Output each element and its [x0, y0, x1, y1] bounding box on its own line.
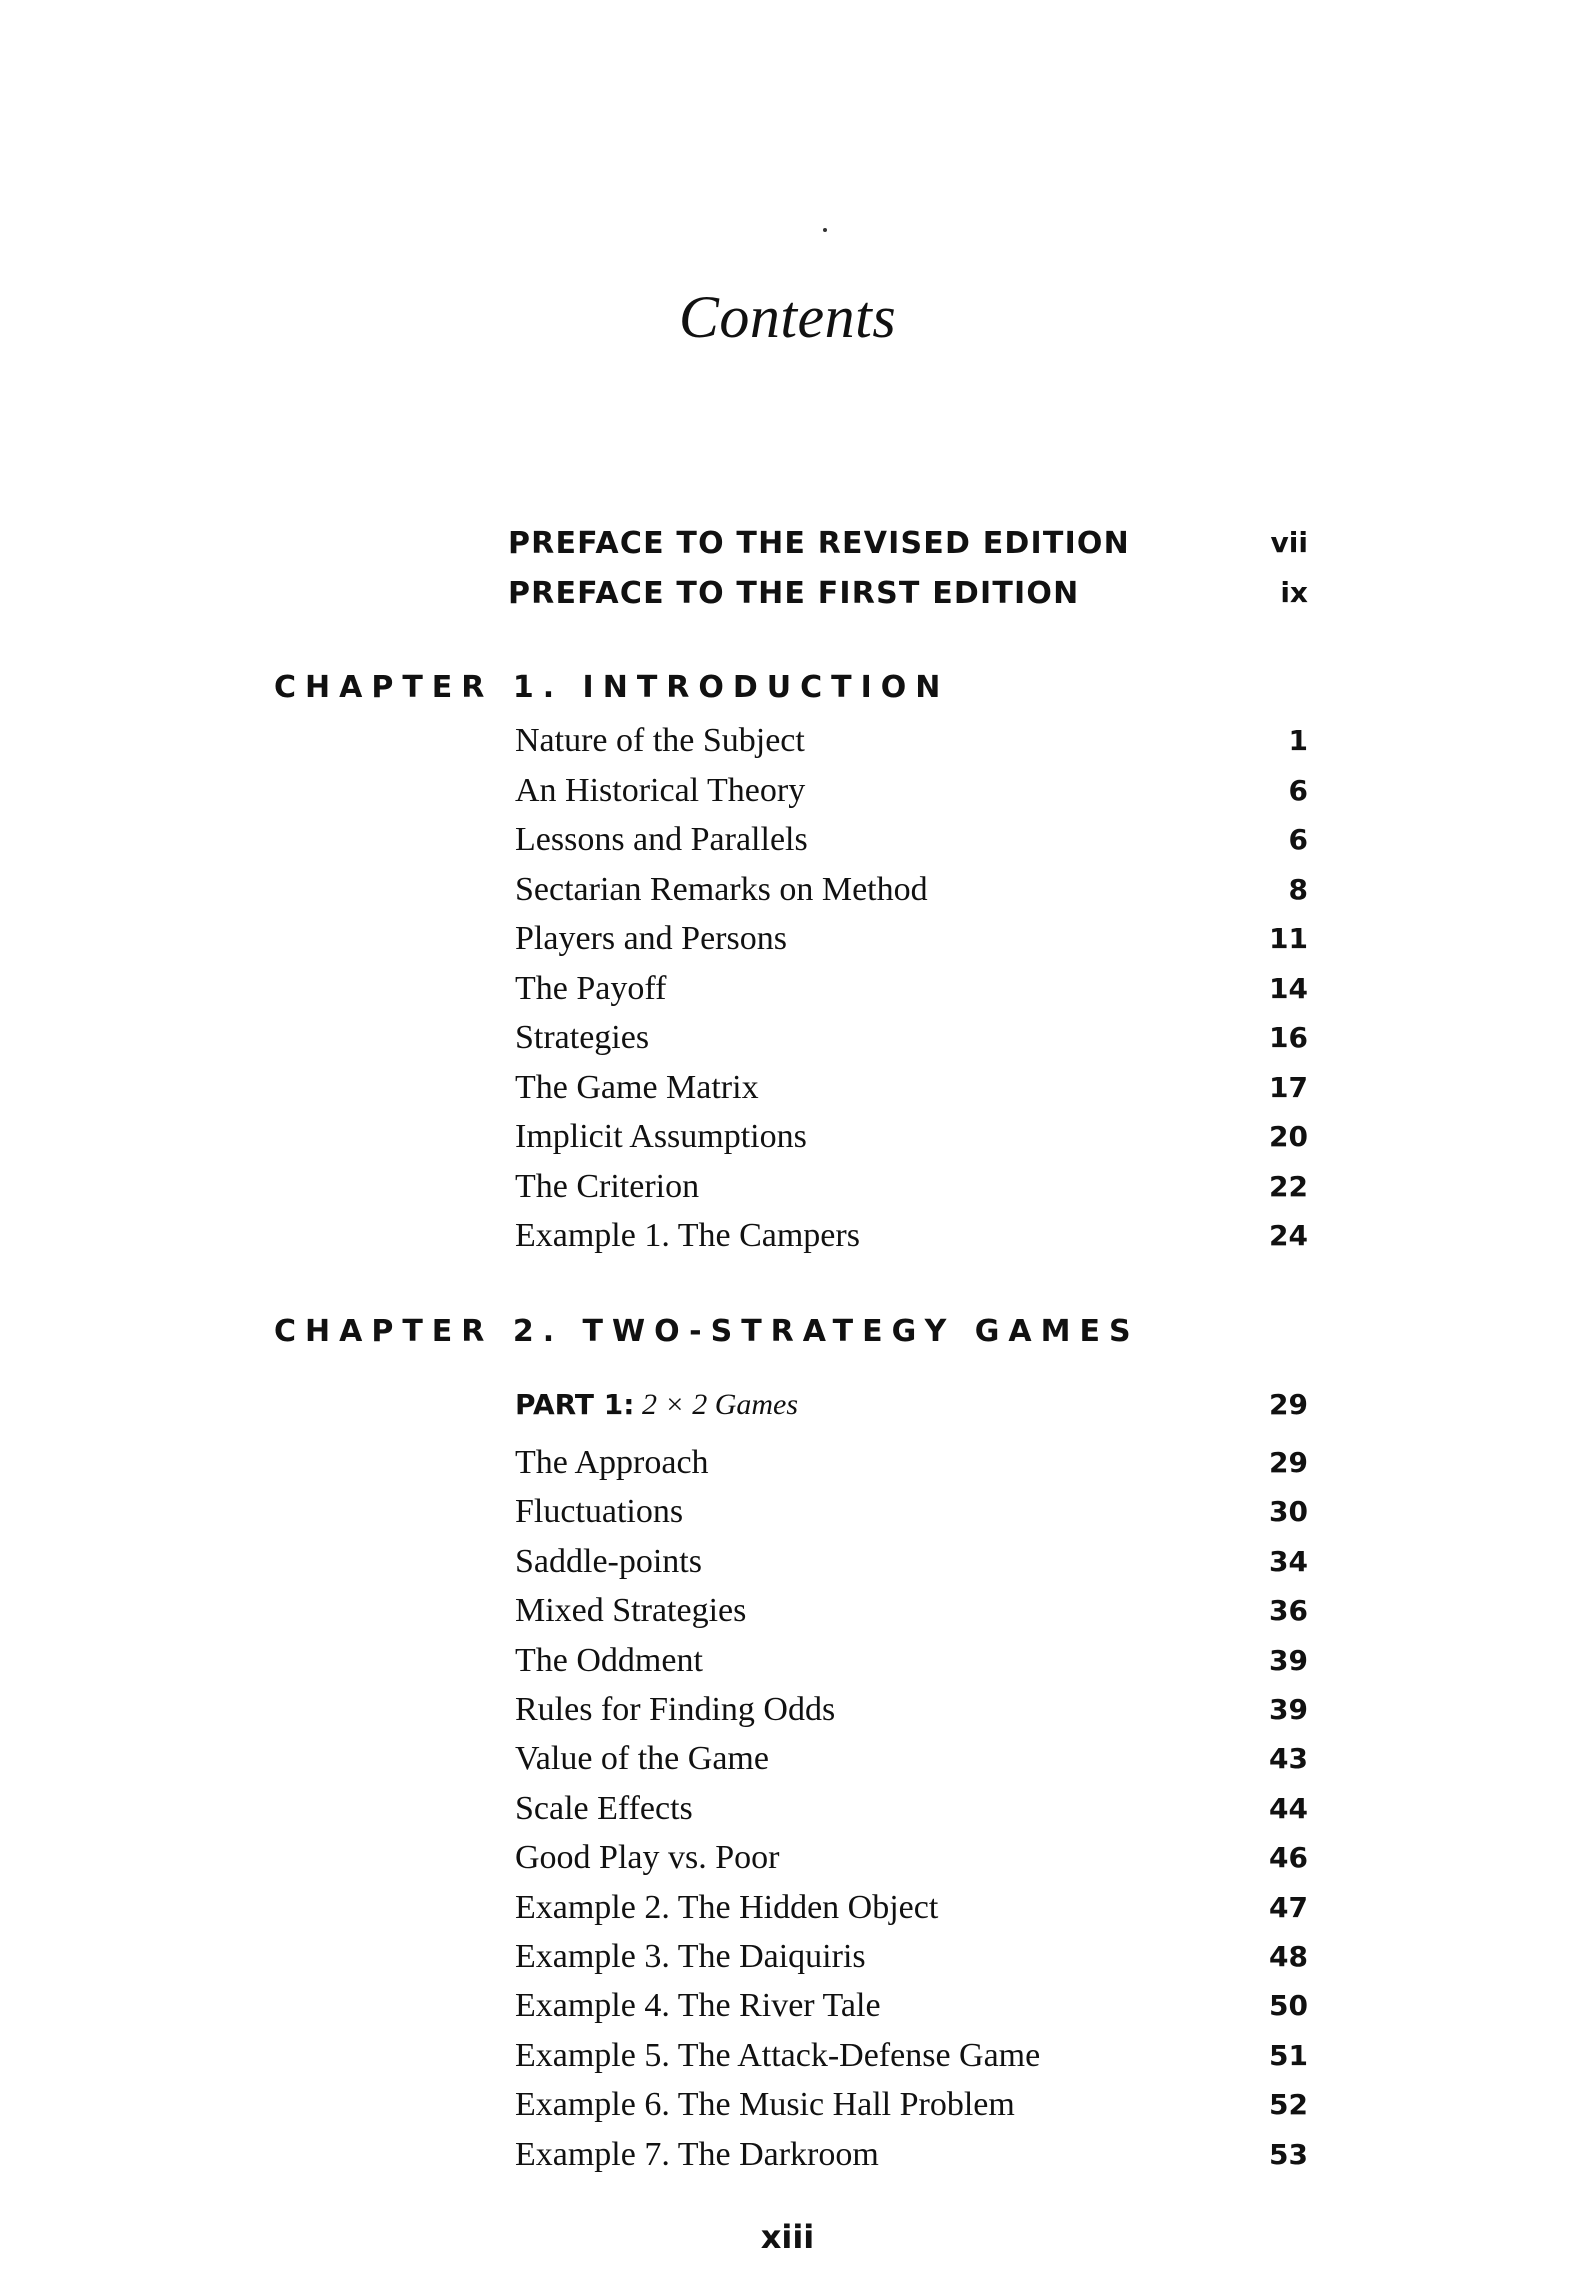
toc-label: PREFACE TO THE FIRST EDITION	[508, 576, 1080, 611]
toc-entry[interactable]	[0, 1164, 1575, 1214]
toc-entry-label: Strategies	[515, 1019, 650, 1056]
toc-entry[interactable]	[0, 867, 1575, 917]
toc-page-number: 36	[1269, 1594, 1308, 1628]
part-label	[515, 1388, 798, 1422]
toc-page-number: 44	[1269, 1791, 1308, 1825]
toc-page-number: 47	[1269, 1890, 1308, 1924]
toc-entry[interactable]	[0, 1934, 1575, 1984]
toc-entry-label: Example 5. The Attack-Defense Game	[515, 2036, 1041, 2074]
chapter-2-heading: CHAPTER 2. TWO-STRATEGY GAMES	[274, 1314, 1140, 1349]
toc-page-number: 50	[1269, 1989, 1308, 2023]
toc-entry[interactable]	[0, 768, 1575, 818]
toc-entry[interactable]	[0, 1687, 1575, 1737]
toc-entry[interactable]	[0, 1736, 1575, 1786]
toc-entry-label: Mixed Strategies	[515, 1592, 747, 1630]
toc-entry-label: The Payoff	[515, 969, 667, 1007]
toc-entry[interactable]	[0, 1114, 1575, 1164]
toc-page-number: 17	[1269, 1070, 1308, 1104]
toc-entry[interactable]	[0, 1638, 1575, 1688]
toc-entry[interactable]	[0, 1588, 1575, 1638]
toc-entry[interactable]	[0, 916, 1575, 966]
toc-entry-label: Example 6. The Music Hall Problem	[515, 2086, 1015, 2124]
toc-label: PREFACE TO THE REVISED EDITION	[508, 526, 1130, 561]
toc-entry-label: The Oddment	[515, 1641, 703, 1679]
toc-entry[interactable]	[0, 1015, 1575, 1065]
toc-page-number: 30	[1269, 1495, 1308, 1529]
toc-entry-label: An Historical Theory	[515, 771, 806, 809]
toc-entry-label: Lessons and Parallels	[515, 821, 808, 858]
toc-page-number: 8	[1288, 872, 1308, 906]
toc-entry[interactable]	[0, 1065, 1575, 1115]
toc-page-number: 52	[1269, 2088, 1308, 2122]
toc-page-number: 46	[1269, 1841, 1308, 1875]
toc-entry[interactable]	[0, 966, 1575, 1016]
toc-entry-label: Players and Persons	[515, 920, 787, 957]
toc-entry[interactable]	[0, 1539, 1575, 1589]
toc-entry[interactable]	[0, 2033, 1575, 2083]
toc-entry-label: Example 7. The Darkroom	[515, 2135, 879, 2173]
toc-page-number: 14	[1269, 971, 1308, 1005]
toc-page-number: 39	[1269, 1693, 1308, 1726]
toc-entry-label: Implicit Assumptions	[515, 1118, 807, 1155]
toc-entry-label: Rules for Finding Odds	[515, 1691, 836, 1728]
toc-entry[interactable]	[0, 1983, 1575, 2033]
toc-page-number: 51	[1269, 2038, 1308, 2072]
toc-entry[interactable]	[0, 1489, 1575, 1539]
toc-entry-label: Fluctuations	[515, 1493, 684, 1531]
toc-preface-revised[interactable]	[0, 520, 1575, 570]
toc-page-number: 39	[1269, 1643, 1308, 1677]
part-head: PART 1:	[515, 1388, 635, 1421]
toc-page-number: 20	[1269, 1120, 1308, 1153]
toc-entry[interactable]	[0, 2082, 1575, 2132]
toc-entry-label: Saddle-points	[515, 1542, 702, 1580]
toc-part-1[interactable]	[0, 1382, 1575, 1432]
toc-page-number: 29	[1269, 1446, 1308, 1479]
toc-entry-label: The Approach	[515, 1444, 709, 1481]
toc-page-number: 24	[1269, 1219, 1308, 1252]
toc-entry-label: Example 1. The Campers	[515, 1217, 860, 1254]
page-title: Contents	[678, 284, 897, 350]
chapter-1-heading: CHAPTER 1. INTRODUCTION	[274, 670, 950, 705]
toc-page-number: 22	[1269, 1169, 1308, 1203]
toc-entry[interactable]	[0, 1440, 1575, 1490]
page-folio: xiii	[760, 2218, 815, 2256]
toc-entry-label: Nature of the Subject	[515, 722, 805, 759]
toc-page-number: 34	[1269, 1544, 1308, 1578]
toc-entry[interactable]	[0, 1835, 1575, 1885]
toc-entry-label: Good Play vs. Poor	[515, 1839, 780, 1877]
toc-page-number: 6	[1288, 773, 1308, 807]
toc-page-number: 29	[1269, 1388, 1308, 1421]
toc-entry-label: The Criterion	[515, 1167, 700, 1205]
toc-page-number: 11	[1269, 922, 1308, 955]
toc-page-number: vii	[1270, 526, 1308, 559]
toc-page-number: 48	[1269, 1940, 1308, 1973]
toc-entry[interactable]	[0, 1885, 1575, 1935]
toc-page-number: 53	[1269, 2137, 1308, 2171]
toc-entry-label: Example 2. The Hidden Object	[515, 1888, 939, 1926]
toc-entry-label: Sectarian Remarks on Method	[515, 870, 928, 908]
toc-entry[interactable]	[0, 718, 1575, 768]
ink-speck	[823, 228, 827, 232]
toc-entry-label: Example 4. The River Tale	[515, 1987, 881, 2025]
toc-page-number: 43	[1269, 1742, 1308, 1776]
toc-entry[interactable]	[0, 817, 1575, 867]
toc-page-number: ix	[1280, 576, 1308, 609]
toc-preface-first[interactable]	[0, 570, 1575, 620]
toc-entry-label: Value of the Game	[515, 1740, 769, 1778]
toc-entry[interactable]	[0, 2132, 1575, 2182]
toc-entry[interactable]	[0, 1786, 1575, 1836]
toc-entry[interactable]	[0, 1213, 1575, 1263]
toc-entry-label: The Game Matrix	[515, 1068, 759, 1106]
toc-page-number: 1	[1288, 724, 1308, 757]
part-subtitle: 2 × 2 Games	[641, 1388, 799, 1421]
toc-entry-label: Example 3. The Daiquiris	[515, 1938, 866, 1975]
toc-entry-label: Scale Effects	[515, 1789, 693, 1827]
toc-page-number: 16	[1269, 1021, 1308, 1054]
toc-page-number: 6	[1288, 823, 1308, 856]
